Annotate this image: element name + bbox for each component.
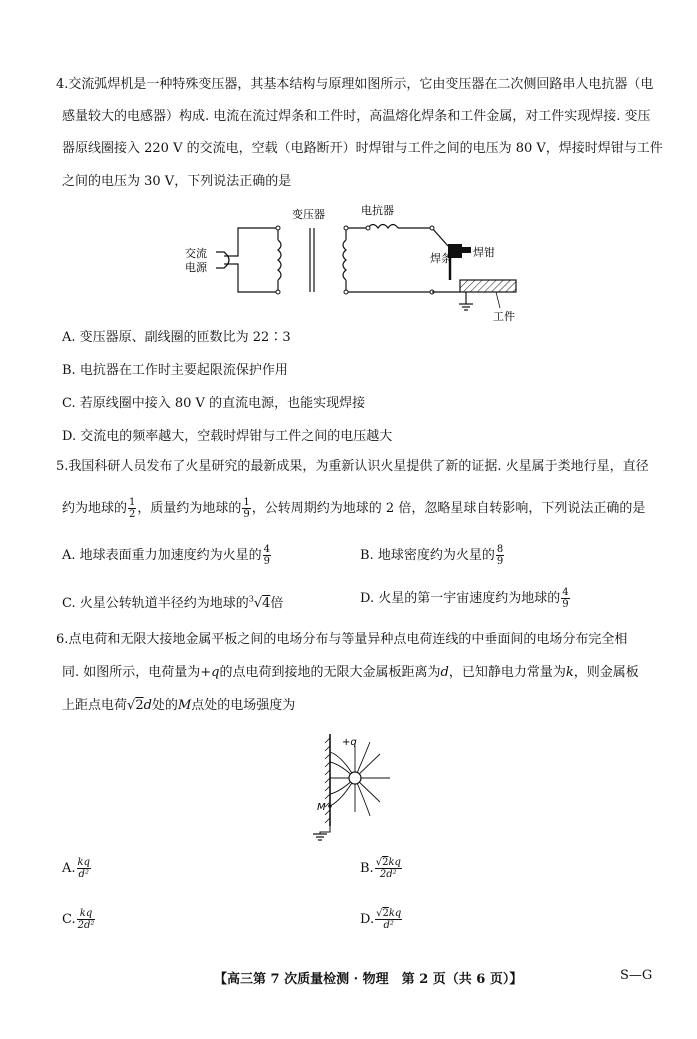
charge-label: +q xyxy=(342,737,357,748)
welding-clamp-label: 焊钳 xyxy=(473,246,495,259)
ac-plug-icon xyxy=(216,252,229,268)
q6-option-a: A. $\frac{kq}{\text{d²}}$ xyxy=(62,857,90,880)
reactor-label: 电抗器 xyxy=(361,204,394,217)
q5-option-c: C. 火星公转轨道半径约为地球的$^3$√4倍 xyxy=(62,594,284,611)
q4-option-a: A. 变压器原、副线圈的匝数比为 22∶3 xyxy=(62,330,291,345)
arc-welder-circuit-diagram xyxy=(180,200,520,325)
fraction-diameter: $\frac{1}{2}$ xyxy=(129,497,136,520)
workpiece-icon xyxy=(460,280,516,292)
q6-text-line-3: 上距点电荷√2d处的M点处的电场强度为 xyxy=(62,698,296,713)
ac-source-label-1: 交流 xyxy=(185,247,207,260)
q4-text-line-4: 之间的电压为 30 V，下列说法正确的是 xyxy=(62,174,292,189)
q4-text-line-2: 感量较大的电感器）构成. 电流在流过焊条和工件时，高温熔化焊条和工件金属，对工件实现焊接. 变压 xyxy=(62,109,651,124)
q6-option-d: D. $\frac{√2kq}{\text{d²}}$ xyxy=(360,908,402,931)
transformer-label: 变压器 xyxy=(292,208,325,221)
q5-text-line-1: 5.我国科研人员发布了火星研究的最新成果，为重新认识火星提供了新的证据. 火星属于类地行星，直径 xyxy=(56,459,649,474)
reactor-coil-icon xyxy=(368,225,398,229)
q6-text-line-1: 6.点电荷和无限大接地金属平板之间的电场分布与等量异种点电荷连线的中垂面间的电场分布完全相 xyxy=(56,632,628,647)
page-footer: 【高三第 7 次质量检测 · 物理 第 2 页（共 6 页）】 xyxy=(214,972,523,987)
q4-text-line-3: 器原线圈接入 220 V 的交流电，空载（电路断开）时焊钳与工件之间的电压为 80 V，焊接时焊钳与工件 xyxy=(62,141,663,156)
q5-option-b: B. 地球密度约为火星的 $\frac{8}{9}$ xyxy=(360,544,504,567)
q4-text-line-1: 4.交流弧焊机是一种特殊变压器，其基本结构与原理如图所示，它由变压器在二次侧回路串人电抗器（电 xyxy=(56,77,654,92)
point-charge-metal-plate-diagram xyxy=(300,730,400,845)
paper-code: S—G xyxy=(620,968,653,983)
q4-option-b: B. 电抗器在工作时主要起限流保护作用 xyxy=(62,363,288,378)
secondary-coil-icon xyxy=(343,240,346,280)
ac-source-label-2: 电源 xyxy=(185,261,207,274)
q6-option-c: C. $\frac{kq}{\text{2d²}}$ xyxy=(62,908,95,931)
q4-option-d: D. 交流电的频率越大，空载时焊钳与工件之间的电压越大 xyxy=(62,429,393,444)
point-m-label: M xyxy=(317,802,326,813)
q5-option-a: A. 地球表面重力加速度约为火星的 $\frac{4}{9}$ xyxy=(62,544,271,567)
primary-coil-icon xyxy=(278,240,281,280)
workpiece-label: 工件 xyxy=(493,310,515,323)
q5-option-d: D. 火星的第一宇宙速度约为地球的 $\frac{4}{9}$ xyxy=(360,587,569,610)
fraction-mass: $\frac{1}{9}$ xyxy=(243,497,250,520)
q4-option-c: C. 若原线圈中接入 80 V 的直流电源，也能实现焊接 xyxy=(62,396,366,411)
q6-option-b: B. $\frac{√2kq}{\text{2d²}}$ xyxy=(360,857,401,880)
q5-text-line-2: 约为地球的 $\frac{1}{2}$ ，质量约为地球的 $\frac{1}{9}$ ，公转周期约为地球的 2 倍，忽略星球自转影响，下列说法正确的是 xyxy=(62,497,646,520)
point-charge-icon xyxy=(349,772,361,784)
q6-text-line-2: 同. 如图所示，电荷量为+q的点电荷到接地的无限大金属板距离为d，已知静电力常量为k，则金属板 xyxy=(62,665,639,680)
welding-rod-label: 焊条 xyxy=(430,252,452,265)
